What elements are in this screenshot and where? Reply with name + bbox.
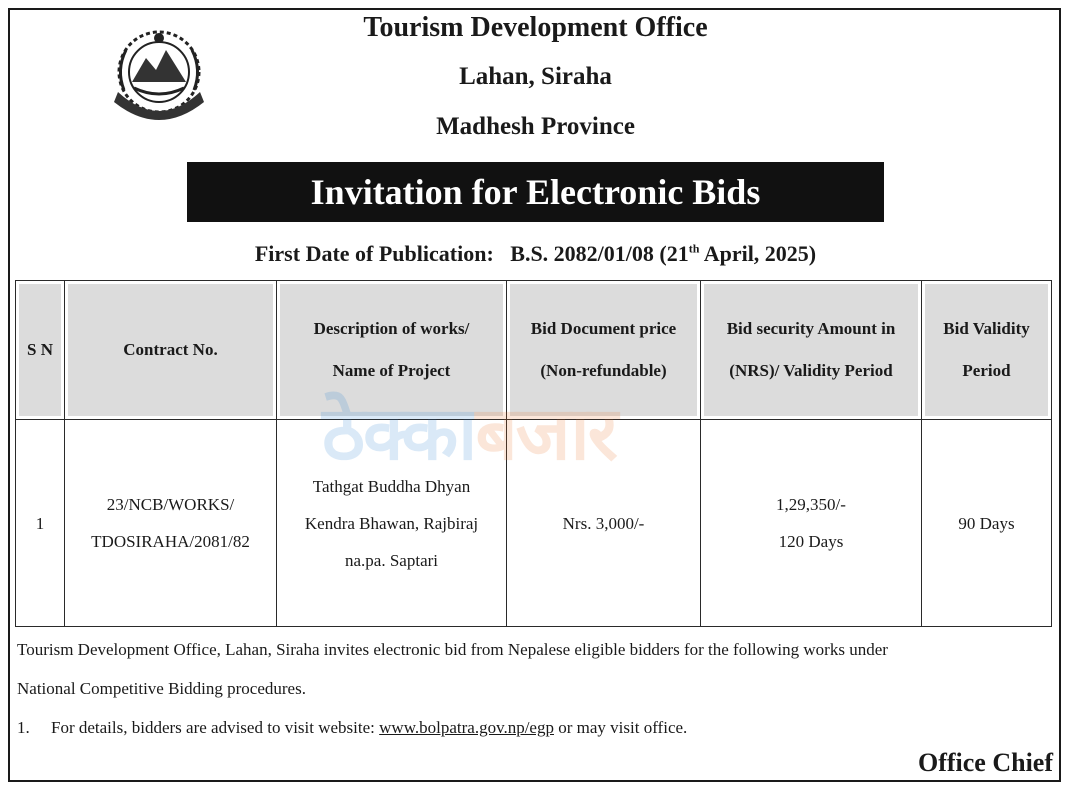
cell-sn: 1 [16, 420, 65, 627]
publication-date [0, 241, 1071, 267]
publication-date-ad: (21th April, 2025) [659, 241, 817, 266]
header-bid-security: Bid security Amount in (NRS)/ Validity Period [701, 281, 922, 420]
details-note [17, 718, 687, 738]
office-location: Lahan, Siraha [459, 63, 612, 90]
notice-banner [187, 162, 884, 222]
cell-document-price: Nrs. 3,000/- [507, 420, 701, 627]
note-number: 1. [17, 718, 30, 737]
cell-bid-security: 1,29,350/- 120 Days [701, 420, 922, 627]
note-suffix: or may visit office. [553, 718, 688, 737]
cell-description: Tathgat Buddha Dhyan Kendra Bhawan, Rajbiraj na.pa. Saptari [277, 420, 507, 627]
header-description: Description of works/ Name of Project [277, 281, 507, 420]
bid-table [15, 280, 1052, 627]
table-row [16, 420, 1052, 627]
table-header-row [16, 281, 1052, 420]
cell-bid-validity: 90 Days [922, 420, 1052, 627]
publication-label: First Date of Publication: [254, 241, 494, 266]
office-province: Madhesh Province [436, 113, 635, 140]
office-title: Tourism Development Office [363, 12, 708, 43]
notice-paragraph-line1: Tourism Development Office, Lahan, Siraha invites electronic bid from Nepalese eligible bidders for the following works under [17, 640, 888, 659]
signature-office-chief: Office Chief [917, 748, 1053, 777]
header-document-price: Bid Document price (Non-refundable) [507, 281, 701, 420]
publication-date-bs: B.S. 2082/01/08 [510, 241, 654, 266]
header-contract-no: Contract No. [65, 281, 277, 420]
header-bid-validity: Bid Validity Period [922, 281, 1052, 420]
notice-paragraph-line2: National Competitive Bidding procedures. [17, 679, 306, 698]
banner-title: Invitation for Electronic Bids [310, 172, 761, 212]
cell-contract-no: 23/NCB/WORKS/ TDOSIRAHA/2081/82 [65, 420, 277, 627]
header-sn: S N [16, 281, 65, 420]
watermark: ठेक्काबजार [322, 391, 616, 477]
note-prefix: For details, bidders are advised to visit website: [51, 718, 380, 737]
bolpatra-link[interactable]: www.bolpatra.gov.np/egp [379, 718, 554, 737]
